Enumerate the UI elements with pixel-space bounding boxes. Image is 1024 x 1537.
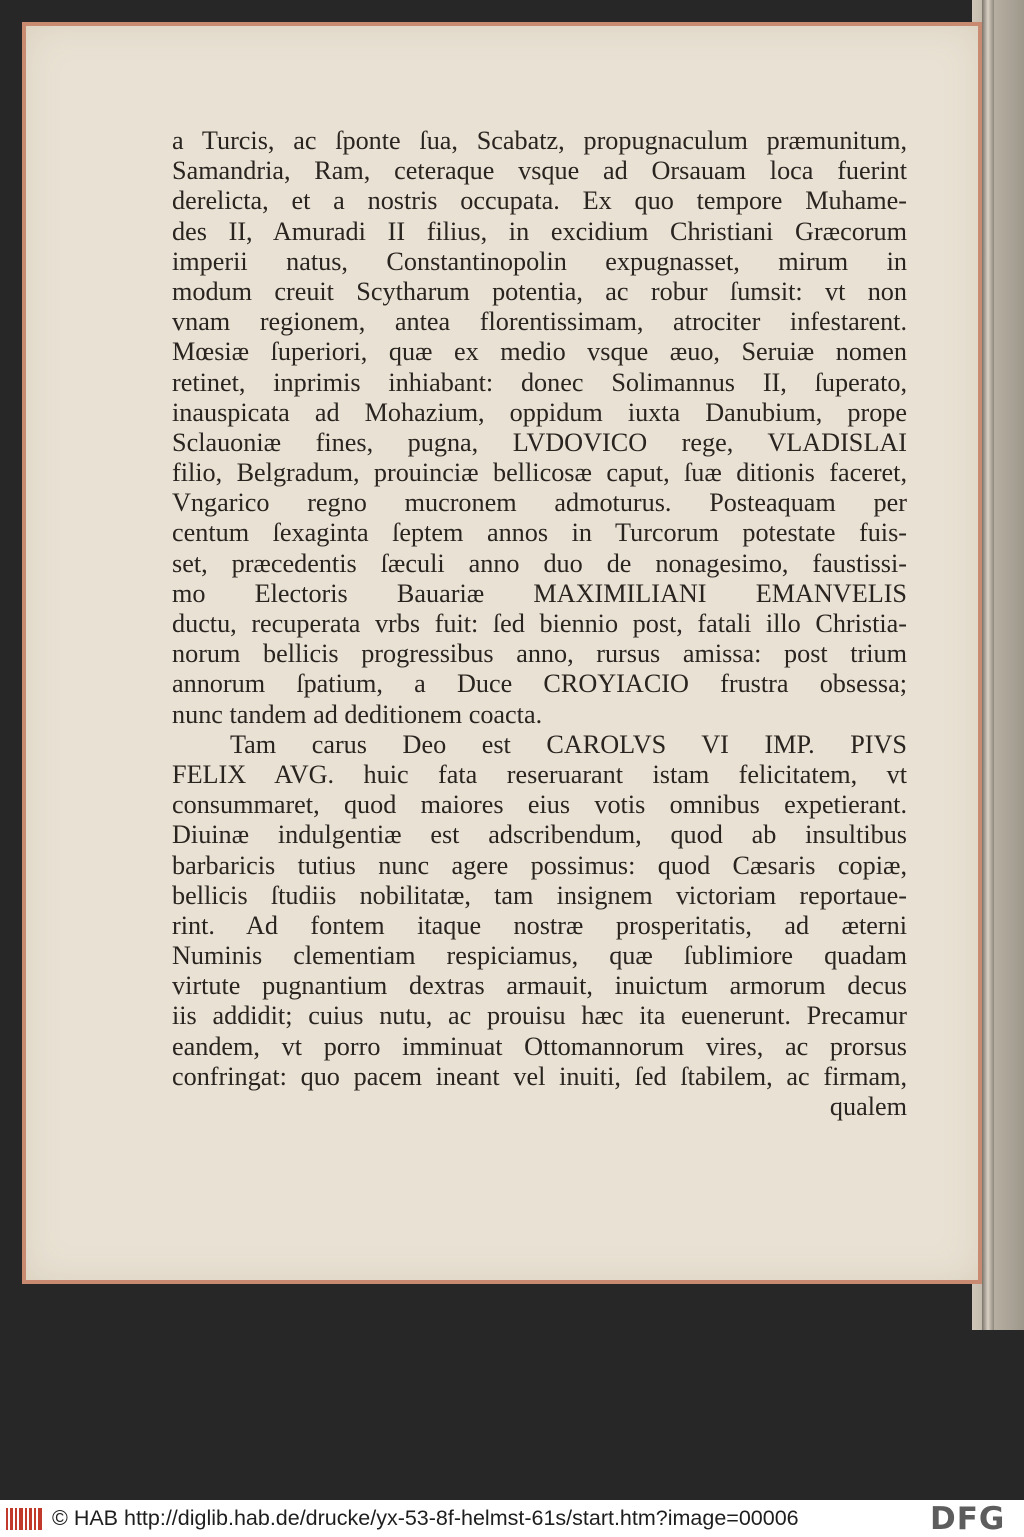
text-line: a Turcis, ac ſponte ſua, Scabatz, propugnaculum præmunitum,	[172, 126, 907, 155]
text-line: Diuinæ indulgentiæ est adscribendum, quod ab insultibus	[172, 820, 907, 850]
text-line: confringat: quo pacem ineant vel inuiti, ſed ſtabilem, ac firmam,	[172, 1061, 907, 1091]
source-url-text[interactable]: © HAB http://diglib.hab.de/drucke/yx-53-8f-helmst-61s/start.htm?image=00006	[52, 1506, 799, 1530]
text-line: filio, Belgradum, prouinciæ bellicosæ caput, ſuæ ditionis faceret,	[172, 458, 907, 488]
text-line: imperii natus, Constantinopolin expugnasset, mirum in	[172, 246, 907, 276]
text-line: eandem, vt porro imminuat Ottomannorum vires, ac prorsus	[172, 1031, 907, 1061]
text-line: barbaricis tutius nunc agere possimus: quod Cæsaris copiæ,	[172, 850, 907, 880]
text-line: virtute pugnantium dextras armauit, inuictum armorum decus	[172, 971, 907, 1001]
text-line: FELIX AVG. huic fata reseruarant istam felicitatem, vt	[172, 759, 907, 789]
dfg-logo: DFG	[930, 1501, 1006, 1537]
text-line: Mœsiæ ſuperiori, quæ ex medio vsque æuo, Seruiæ nomen	[172, 337, 907, 367]
barcode-icon	[6, 1508, 44, 1530]
text-line: rint. Ad fontem itaque nostræ prosperitatis, ad æterni	[172, 910, 907, 940]
source-footer-bar	[0, 1500, 1024, 1537]
text-line: derelicta, et a nostris occupata. Ex quo tempore Muhame-	[172, 186, 907, 216]
catchword: qualem	[829, 1092, 907, 1121]
text-line: des II, Amuradi II filius, in excidium Christiani Græcorum	[172, 216, 907, 246]
text-line: modum creuit Scytharum potentia, ac robur ſumsit: vt non	[172, 276, 907, 306]
text-line: mo Electoris Bauariæ MAXIMILIANI EMANVELIS	[172, 578, 907, 608]
text-line: Vngarico regno mucronem admoturus. Posteaquam per	[172, 488, 907, 518]
text-line: set, præcedentis ſæculi anno duo de nonagesimo, faustissi-	[172, 548, 907, 578]
paragraph-first-line: Tam carus Deo est CAROLVS VI IMP. PIVS	[230, 729, 907, 759]
text-line: Sclauoniæ fines, pugna, LVDOVICO rege, VLADISLAI	[172, 427, 907, 457]
text-line: ductu, recuperata vrbs fuit: ſed biennio post, fatali illo Christia-	[172, 609, 907, 638]
text-line: norum bellicis progressibus anno, rursus amissa: post trium	[172, 639, 907, 669]
text-line: iis addidit; cuius nutu, ac prouisu hæc ita euenerunt. Precamur	[172, 1001, 907, 1031]
paragraph-last-line: nunc tandem ad deditionem coacta.	[172, 699, 543, 729]
text-line: retinet, inprimis inhiabant: donec Solimannus II, ſuperato,	[172, 367, 907, 397]
binding-edge	[982, 0, 994, 1330]
text-line: vnam regionem, antea florentissimam, atrociter infestarent.	[172, 307, 907, 337]
text-line: annorum ſpatium, a Duce CROYIACIO frustra obsessa;	[172, 669, 907, 699]
text-line: centum ſexaginta ſeptem annos in Turcorum potestate fuis-	[172, 518, 907, 548]
text-line: bellicis ſtudiis nobilitatæ, tam insignem victoriam reportaue-	[172, 880, 907, 910]
text-line: Samandria, Ram, ceteraque vsque ad Orsauam loca fuerint	[172, 156, 907, 186]
text-line: consummaret, quod maiores eius votis omnibus expetierant.	[172, 790, 907, 820]
scanned-page	[22, 22, 982, 1284]
body-text	[172, 126, 907, 1122]
text-line: Numinis clementiam respiciamus, quæ ſublimiore quadam	[172, 941, 907, 971]
text-line: inauspicata ad Mohazium, oppidum iuxta Danubium, prope	[172, 397, 907, 427]
